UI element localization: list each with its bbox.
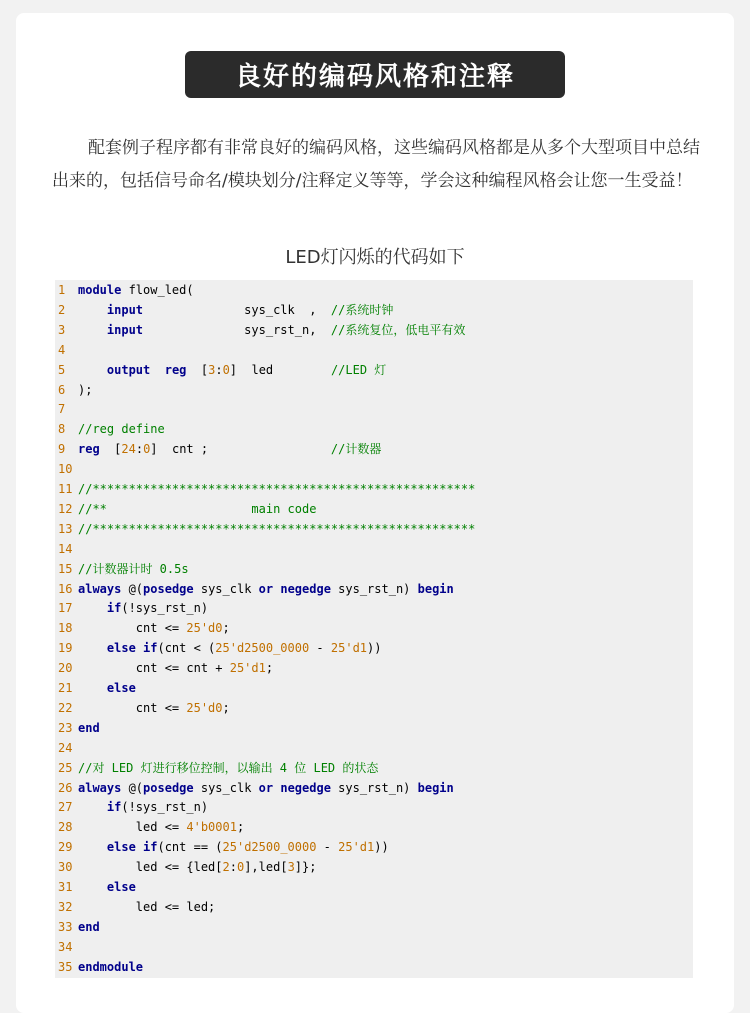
code-line (55, 658, 693, 678)
line-number: 18 (58, 621, 73, 636)
line-number: 4 (58, 342, 66, 357)
code-text: module flow_led( (78, 283, 194, 297)
line-number: 7 (58, 402, 66, 417)
code-text: if(!sys_rst_n) (106, 601, 209, 616)
code-text: always @(posedge sys_clk or negedge sys_rst_n) begin (78, 780, 454, 795)
intro-paragraph: 配套例子程序都有非常良好的编码风格，这些编码风格都是从多个大型项目中总结出来的，包括信号命名/模块划分/注释定义等等，学会这种编程风格会让您一生受益！ (52, 138, 700, 191)
line-number: 16 (58, 581, 73, 596)
code-line (55, 937, 693, 957)
code-text: cnt <= 25'd0; (78, 700, 230, 715)
line-number: 21 (58, 681, 73, 695)
code-line (55, 857, 693, 877)
line-number: 24 (58, 740, 73, 755)
code-line (55, 678, 693, 698)
page-title: 良好的编码风格和注释 (185, 51, 565, 98)
code-text: //***************************************************** (78, 521, 476, 536)
code-line (55, 380, 693, 400)
line-number: 13 (58, 521, 73, 536)
code-line (55, 579, 693, 599)
code-line (55, 360, 693, 380)
line-number: 9 (58, 442, 66, 457)
code-text: //***************************************************** (78, 482, 476, 496)
line-number: 30 (58, 860, 73, 875)
code-line (55, 439, 693, 459)
line-number: 11 (58, 482, 73, 496)
code-text: reg [24:0] cnt ; //计数器 (78, 442, 382, 457)
code-line (55, 758, 693, 778)
code-text: end (78, 919, 100, 934)
code-line (55, 817, 693, 837)
code-line (55, 638, 693, 658)
code-line (55, 479, 693, 499)
line-number: 5 (58, 362, 66, 377)
code-text: input sys_rst_n, //系统复位，低电平有效 (106, 322, 466, 337)
code-text: led <= {led[2:0],led[3]}; (78, 860, 317, 875)
code-text: output reg [3:0] led //LED 灯 (106, 362, 387, 377)
line-number: 15 (58, 561, 73, 576)
code-text: cnt <= 25'd0; (78, 621, 230, 636)
code-line (55, 778, 693, 798)
line-number: 2 (58, 302, 66, 317)
line-number: 28 (58, 820, 73, 835)
code-line (55, 698, 693, 718)
code-text: //** main code (78, 501, 317, 516)
code-line (55, 300, 693, 320)
code-block (55, 280, 693, 978)
line-number: 35 (58, 959, 73, 974)
line-number: 6 (58, 382, 66, 397)
code-line (55, 559, 693, 579)
code-text: led <= 4'b0001; (78, 820, 245, 835)
code-line (55, 957, 693, 977)
code-text: else (106, 681, 136, 695)
code-line (55, 459, 693, 479)
code-line (55, 399, 693, 419)
line-number: 19 (58, 641, 73, 656)
code-text: else if(cnt < (25'd2500_0000 - 25'd1)) (106, 641, 382, 656)
code-text: endmodule (78, 959, 144, 974)
code-line (55, 499, 693, 519)
code-line (55, 738, 693, 758)
line-number: 26 (58, 780, 73, 795)
line-number: 12 (58, 501, 73, 516)
code-caption: LED灯闪烁的代码如下 (285, 247, 465, 268)
code-text: //reg define (78, 422, 165, 437)
line-number: 33 (58, 919, 73, 934)
line-number: 25 (58, 760, 73, 775)
line-number: 34 (58, 939, 73, 954)
code-line (55, 837, 693, 857)
code-line (55, 877, 693, 897)
code-text: if(!sys_rst_n) (106, 800, 209, 815)
code-line (55, 280, 693, 300)
code-text: ); (78, 382, 93, 397)
code-line (55, 917, 693, 937)
code-line (55, 718, 693, 738)
code-text: always @(posedge sys_clk or negedge sys_rst_n) begin (78, 581, 454, 596)
code-text: //对 LED 灯进行移位控制，以输出 4 位 LED 的状态 (78, 760, 379, 775)
code-line (55, 797, 693, 817)
code-text: cnt <= cnt + 25'd1; (78, 661, 274, 676)
code-line (55, 598, 693, 618)
line-number: 20 (58, 661, 73, 676)
code-line (55, 539, 693, 559)
code-line (55, 320, 693, 340)
line-number: 23 (58, 720, 73, 735)
code-text: end (78, 720, 100, 735)
code-line (55, 618, 693, 638)
line-number: 31 (58, 880, 73, 894)
code-line (55, 419, 693, 439)
line-number: 8 (58, 422, 66, 437)
line-number: 17 (58, 601, 73, 616)
line-number: 27 (58, 800, 73, 815)
code-text: else if(cnt == (25'd2500_0000 - 25'd1)) (106, 840, 389, 855)
code-line (55, 519, 693, 539)
line-number: 1 (58, 283, 66, 297)
code-text: led <= led; (78, 899, 216, 914)
line-number: 29 (58, 840, 73, 855)
line-number: 3 (58, 322, 66, 337)
code-text: input sys_clk , //系统时钟 (106, 302, 394, 317)
line-number: 32 (58, 899, 73, 914)
code-line (55, 897, 693, 917)
code-line (55, 340, 693, 360)
line-number: 14 (58, 541, 73, 556)
line-number: 10 (58, 462, 73, 477)
code-text: //计数器计时 0.5s (78, 561, 189, 576)
line-number: 22 (58, 700, 73, 715)
code-text: else (106, 880, 136, 894)
